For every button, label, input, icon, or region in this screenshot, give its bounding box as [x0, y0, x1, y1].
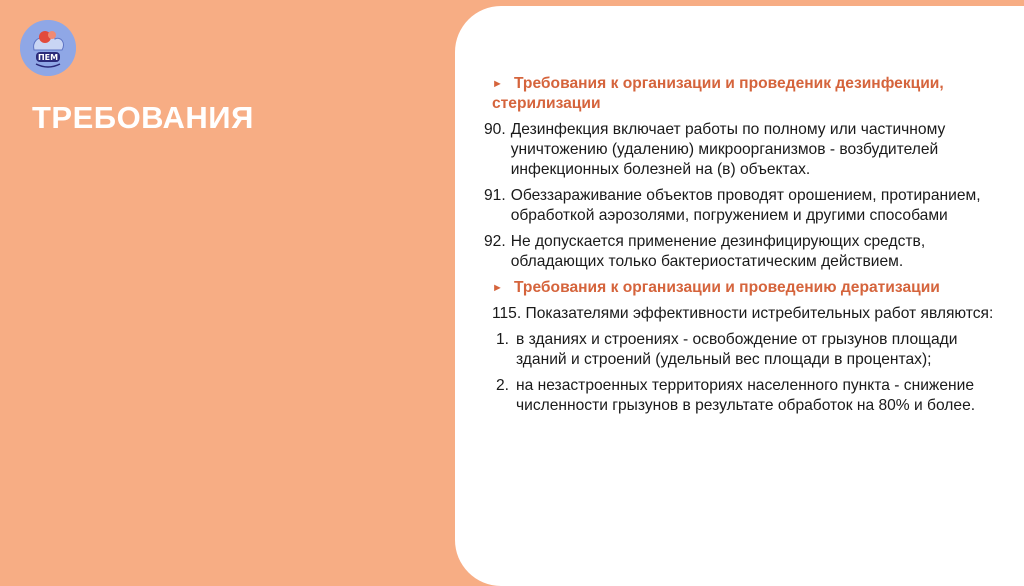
section-heading-deratization — [492, 278, 1008, 298]
item-number: 92. — [484, 233, 506, 250]
item-number: 91. — [484, 187, 506, 204]
list-item — [484, 186, 1008, 226]
section-heading-text: Требования к организации и проведеник дезинфекции, стерилизации — [492, 75, 944, 112]
section-heading-disinfection — [492, 74, 1008, 114]
item-number: 1. — [496, 331, 510, 348]
arrow-bullet-icon: ► — [492, 78, 503, 90]
sub-list-item — [496, 376, 1008, 416]
item-text: Дезинфекция включает работы по полному или частичному уничтожению (удалению) микроорганизмов - возбудителей инфекционных болезней на (в) объектах. — [510, 121, 946, 178]
item-text: Не допускается применение дезинфицирующих средств, обладающих только бактериостатическим действием. — [510, 233, 926, 270]
item-text: Обеззараживание объектов проводят орошением, протиранием, обработкой аэрозолями, погружением и другими способами — [510, 187, 981, 224]
list-item — [484, 232, 1008, 272]
list-item — [484, 120, 1008, 180]
paragraph-115: 115. Показателями эффективности истребительных работ являются: — [492, 305, 994, 322]
item-number: 2. — [496, 377, 510, 394]
arrow-bullet-icon: ► — [492, 282, 503, 294]
item-text: в зданиях и строениях - освобождение от грызунов площади зданий и строений (удельный вес площади в процентах); — [516, 331, 958, 368]
slide-title: ТРЕБОВАНИЯ — [32, 100, 254, 135]
sub-list-item — [496, 330, 1008, 370]
section-heading-text: Требования к организации и проведению дератизации — [514, 279, 940, 296]
item-text: на незастроенных территориях населенного пункта - снижение численности грызунов в результате обработок на 80% и более. — [516, 377, 976, 414]
content-text — [484, 74, 1008, 422]
group-logo-icon — [20, 20, 76, 76]
left-panel — [0, 0, 470, 574]
item-number: 90. — [484, 121, 506, 138]
logo-text: ПЕМ — [37, 53, 59, 62]
